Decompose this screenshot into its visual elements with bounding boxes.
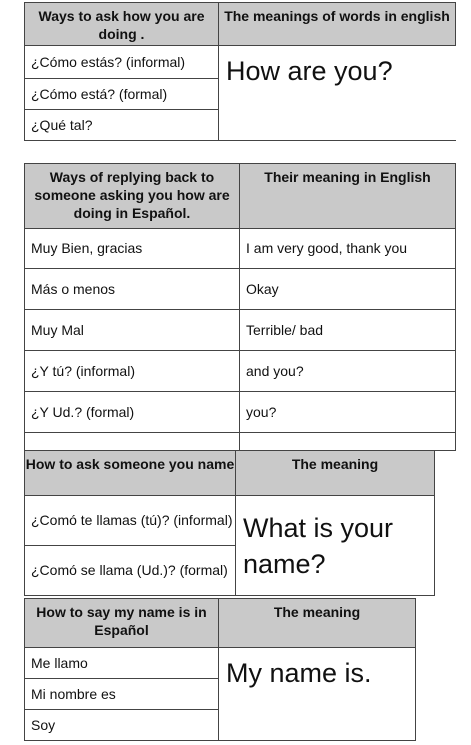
table4-row: Soy: [25, 710, 219, 741]
table3-meaning: What is your name?: [236, 496, 435, 596]
table2-row-en: you?: [240, 392, 456, 433]
table2-row-en: Terrible/ bad: [240, 310, 456, 351]
table1-row: ¿Cómo estás? (informal): [25, 46, 219, 79]
table2-row-en: I am very good, thank you: [240, 229, 456, 269]
table2-row-es: ¿Y Ud.? (formal): [25, 392, 240, 433]
table1-header-right: The meanings of words in english: [219, 3, 456, 46]
table1-row: ¿Qué tal?: [25, 110, 219, 141]
table1-header-left: Ways to ask how you are doing .: [25, 3, 219, 46]
table-ask-how-are-you: [24, 2, 456, 141]
table2-row-es: Más o menos: [25, 269, 240, 310]
table2-row-es: ¿Y tú? (informal): [25, 351, 240, 392]
table2-row-es: Muy Bien, gracias: [25, 229, 240, 269]
table2-header-right: Their meaning in English: [240, 164, 456, 229]
table2-empty-cell: [25, 433, 240, 451]
table1-meaning: How are you?: [219, 46, 456, 141]
table4-meaning: My name is.: [219, 648, 416, 741]
table-ask-name: [24, 450, 435, 596]
table-replies: [24, 163, 456, 451]
table3-row: ¿Comó te llamas (tú)? (informal): [25, 496, 236, 546]
table2-row-en: Okay: [240, 269, 456, 310]
table3-header-left: How to ask someone you name: [25, 451, 236, 496]
table2-row-en: and you?: [240, 351, 456, 392]
table2-header-left: Ways of replying back to someone asking you how are doing in Español.: [25, 164, 240, 229]
table4-header-right: The meaning: [219, 599, 416, 648]
table2-empty-cell: [240, 433, 456, 451]
table3-row: ¿Comó se llama (Ud.)? (formal): [25, 546, 236, 596]
table-my-name: [24, 598, 416, 741]
table2-row-es: Muy Mal: [25, 310, 240, 351]
table4-row: Me llamo: [25, 648, 219, 679]
table4-header-left: How to say my name is in Español: [25, 599, 219, 648]
table3-header-right: The meaning: [236, 451, 435, 496]
table4-row: Mi nombre es: [25, 679, 219, 710]
table1-row: ¿Cómo está? (formal): [25, 79, 219, 110]
